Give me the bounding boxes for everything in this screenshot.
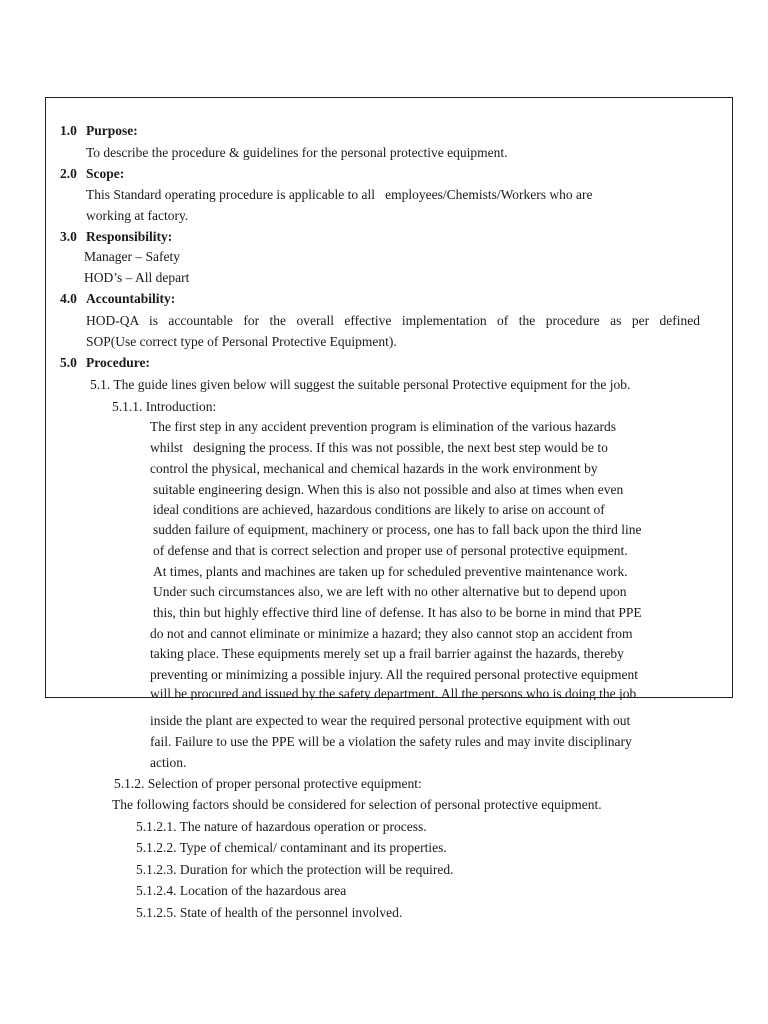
- responsibility-line: HOD’s – All depart: [84, 270, 190, 285]
- intro-line: this, thin but highly effective third line of defense. It has also to be borne in mind that PPE: [153, 605, 642, 620]
- intro-line: suitable engineering design. When this is also not possible and also at times when even: [153, 482, 624, 497]
- procedure-item-5-1-2: 5.1.2. Selection of proper personal protective equipment:: [114, 776, 422, 791]
- factor-item: 5.1.2.2. Type of chemical/ contaminant and its properties.: [136, 840, 447, 855]
- factor-item: 5.1.2.1. The nature of hazardous operation or process.: [136, 819, 427, 834]
- intro-line: of defense and that is correct selection and proper use of personal protective equipment.: [153, 543, 628, 558]
- intro-line: do not and cannot eliminate or minimize a hazard; they also cannot stop an accident from: [150, 626, 633, 641]
- responsibility-number: 3.0: [60, 229, 77, 244]
- intro-line: The first step in any accident prevention program is elimination of the various hazards: [150, 419, 616, 434]
- intro-line: At times, plants and machines are taken up for scheduled preventive maintenance work.: [153, 564, 628, 579]
- factor-item: 5.1.2.5. State of health of the personnel involved.: [136, 905, 403, 920]
- factor-item: 5.1.2.4. Location of the hazardous area: [136, 883, 347, 898]
- accountability-line: SOP(Use correct type of Personal Protective Equipment).: [86, 334, 397, 349]
- scope-line: working at factory.: [86, 208, 189, 223]
- purpose-heading: Purpose:: [86, 123, 138, 138]
- factors-intro: The following factors should be considered for selection of personal protective equipment.: [112, 797, 602, 812]
- procedure-item-5-1-1: 5.1.1. Introduction:: [112, 399, 217, 414]
- intro-line: ideal conditions are achieved, hazardous conditions are likely to arise on account of: [153, 502, 605, 517]
- intro-line: sudden failure of equipment, machinery or process, one has to fall back upon the third line: [153, 522, 642, 537]
- intro-line: preventing or minimizing a possible injury. All the required personal protective equipment: [150, 667, 639, 682]
- intro-line: whilst designing the process. If this was not possible, the next best step would be to: [150, 440, 608, 455]
- intro-line: inside the plant are expected to wear the required personal protective equipment with out: [150, 713, 631, 728]
- purpose-text: To describe the procedure & guidelines for the personal protective equipment.: [86, 145, 508, 160]
- purpose-number: 1.0: [60, 123, 77, 138]
- intro-line: fail. Failure to use the PPE will be a violation the safety rules and may invite disciplinary: [150, 734, 632, 749]
- accountability-number: 4.0: [60, 291, 77, 306]
- scope-heading: Scope:: [86, 166, 125, 181]
- intro-line: Under such circumstances also, we are left with no other alternative but to depend upon: [153, 584, 627, 599]
- scope-line: This Standard operating procedure is applicable to all employees/Chemists/Workers who are: [86, 187, 593, 202]
- responsibility-heading: Responsibility:: [86, 229, 173, 244]
- accountability-line: HOD-QA is accountable for the overall effective implementation of the procedure as per defined: [86, 313, 700, 328]
- procedure-heading: Procedure:: [86, 355, 150, 370]
- factor-item: 5.1.2.3. Duration for which the protection will be required.: [136, 862, 454, 877]
- intro-line: taking place. These equipments merely set up a frail barrier against the hazards, thereby: [150, 646, 624, 661]
- responsibility-line: Manager – Safety: [84, 249, 180, 264]
- procedure-number: 5.0: [60, 355, 77, 370]
- accountability-heading: Accountability:: [86, 291, 176, 306]
- procedure-item-5-1: 5.1. The guide lines given below will suggest the suitable personal Protective equipment for the job.: [90, 377, 631, 392]
- intro-line: action.: [150, 755, 187, 770]
- intro-line-clipped: will be procured and issued by the safety department. All the persons who is doing the job: [150, 686, 637, 700]
- intro-line: control the physical, mechanical and chemical hazards in the work environment by: [150, 461, 598, 476]
- scope-number: 2.0: [60, 166, 77, 181]
